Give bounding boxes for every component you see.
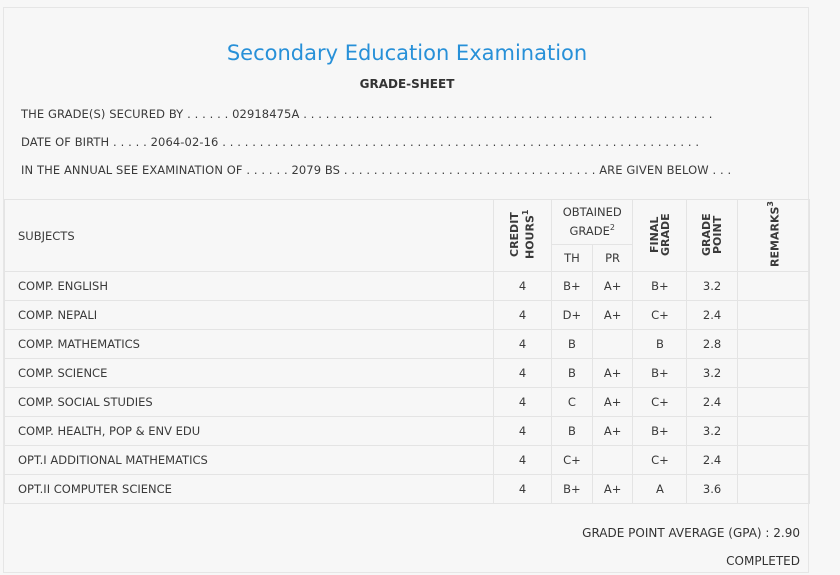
theory-grade-cell: D+	[552, 301, 593, 330]
remarks-cell	[737, 475, 809, 504]
table-row	[5, 359, 810, 388]
credit-cell: 4	[494, 301, 552, 330]
grade-point-header: GRADE POINT	[687, 200, 737, 272]
table-row	[5, 446, 810, 475]
remarks-cell	[737, 272, 809, 301]
remarks-cell	[737, 388, 809, 417]
final-grade-cell: A	[633, 475, 687, 504]
subjects-header: SUBJECTS	[5, 200, 494, 272]
credit-cell: 4	[494, 417, 552, 446]
exam-title: Secondary Education Examination	[226, 41, 588, 65]
grade-point-cell: 2.4	[687, 446, 737, 475]
final-grade-cell: B+	[633, 417, 687, 446]
practical-grade-cell: A+	[592, 301, 633, 330]
remarks-header: REMARKS$^3$	[737, 200, 809, 272]
remarks-cell	[737, 330, 809, 359]
subject-cell: COMP. MATHEMATICS	[5, 330, 494, 359]
practical-grade-cell	[592, 330, 633, 359]
symbol-number-line: THE GRADE(S) SECURED BY . . . . . . 02918475A . . . . . . . . . . . . . . . . . . . . . . . . . . . . . . . . . . . . . . . . . . . . . . . . . . . . . . .	[21, 107, 713, 121]
final-grade-cell: B+	[633, 359, 687, 388]
grade-point-cell: 3.2	[687, 272, 737, 301]
subject-cell: COMP. NEPALI	[5, 301, 494, 330]
table-row	[5, 330, 810, 359]
gpa-value: GRADE POINT AVERAGE (GPA) : 2.90	[582, 526, 800, 540]
final-grade-cell: C+	[633, 301, 687, 330]
theory-grade-cell: B+	[552, 272, 593, 301]
practical-grade-cell: A+	[592, 359, 633, 388]
table-row	[5, 272, 810, 301]
remarks-cell	[737, 301, 809, 330]
credit-cell: 4	[494, 272, 552, 301]
remarks-cell	[737, 359, 809, 388]
grade-point-cell: 3.6	[687, 475, 737, 504]
table-row	[5, 475, 810, 504]
grade-sheet-subtitle: GRADE-SHEET	[359, 77, 455, 91]
theory-header: TH	[552, 245, 593, 272]
grade-point-cell: 3.2	[687, 417, 737, 446]
table-row	[5, 301, 810, 330]
credit-cell: 4	[494, 330, 552, 359]
exam-year-line: IN THE ANNUAL SEE EXAMINATION OF . . . . . . 2079 BS . . . . . . . . . . . . . . . . . . . . . . . . . . . . . . . . . . ARE GIVEN BELOW . . .	[21, 163, 732, 177]
credit-cell: 4	[494, 359, 552, 388]
theory-grade-cell: C	[552, 388, 593, 417]
credit-cell: 4	[494, 446, 552, 475]
theory-grade-cell: B	[552, 417, 593, 446]
subject-cell: OPT.II COMPUTER SCIENCE	[5, 475, 494, 504]
practical-header: PR	[592, 245, 633, 272]
grades-table	[4, 199, 810, 504]
obtained-grade-header: OBTAINED GRADE$^2$	[552, 200, 633, 245]
theory-grade-cell: B	[552, 359, 593, 388]
subject-cell: COMP. SCIENCE	[5, 359, 494, 388]
practical-grade-cell: A+	[592, 388, 633, 417]
grade-sheet-card	[3, 7, 809, 573]
remarks-cell	[737, 446, 809, 475]
final-grade-cell: B+	[633, 272, 687, 301]
final-grade-cell: B	[633, 330, 687, 359]
practical-grade-cell: A+	[592, 475, 633, 504]
table-row	[5, 417, 810, 446]
date-of-birth-line: DATE OF BIRTH . . . . . 2064-02-16 . . . . . . . . . . . . . . . . . . . . . . . . . . . . . . . . . . . . . . . . . . . . . . . . . . . . . . . . . . . . . . . .	[21, 135, 700, 149]
remarks-cell	[737, 417, 809, 446]
credit-cell: 4	[494, 388, 552, 417]
subject-cell: COMP. HEALTH, POP & ENV EDU	[5, 417, 494, 446]
practical-grade-cell: A+	[592, 272, 633, 301]
final-grade-cell: C+	[633, 388, 687, 417]
credit-cell: 4	[494, 475, 552, 504]
theory-grade-cell: C+	[552, 446, 593, 475]
table-row	[5, 388, 810, 417]
result-status: COMPLETED	[726, 554, 800, 568]
grade-point-cell: 2.8	[687, 330, 737, 359]
grade-point-cell: 2.4	[687, 301, 737, 330]
practical-grade-cell	[592, 446, 633, 475]
final-grade-header: FINAL GRADE	[633, 200, 687, 272]
subject-cell: COMP. ENGLISH	[5, 272, 494, 301]
theory-grade-cell: B	[552, 330, 593, 359]
credit-hours-header: CREDIT HOURS$^1$	[494, 200, 552, 272]
grade-point-cell: 3.2	[687, 359, 737, 388]
practical-grade-cell: A+	[592, 417, 633, 446]
theory-grade-cell: B+	[552, 475, 593, 504]
subject-cell: COMP. SOCIAL STUDIES	[5, 388, 494, 417]
subject-cell: OPT.I ADDITIONAL MATHEMATICS	[5, 446, 494, 475]
final-grade-cell: C+	[633, 446, 687, 475]
grade-point-cell: 2.4	[687, 388, 737, 417]
